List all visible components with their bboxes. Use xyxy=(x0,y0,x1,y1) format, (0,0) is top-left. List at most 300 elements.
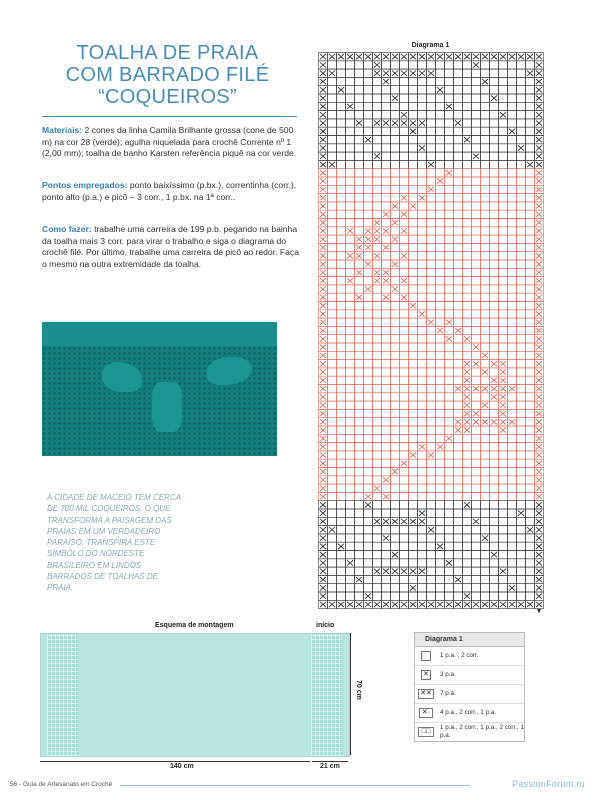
chart-cell xyxy=(337,260,346,268)
towel-fabric-band xyxy=(42,322,277,346)
chart-cell xyxy=(499,476,508,484)
chart-cell xyxy=(337,509,346,517)
chart-cell xyxy=(445,567,454,575)
chart-cell xyxy=(445,219,454,227)
towel-left-border xyxy=(47,634,79,756)
chart-block-mark xyxy=(410,203,416,208)
chart-cell xyxy=(499,526,508,534)
chart-block-mark xyxy=(491,54,497,59)
chart-cell xyxy=(391,310,400,318)
chart-cell xyxy=(427,219,436,227)
chart-cell xyxy=(427,119,436,127)
legend-row xyxy=(415,685,524,704)
chart-cell xyxy=(328,509,337,517)
chart-cell xyxy=(499,94,508,102)
chart-block-mark xyxy=(464,137,470,142)
chart-block-mark xyxy=(320,378,326,383)
chart-cell xyxy=(481,542,490,550)
chart-block-mark xyxy=(536,494,542,499)
chart-cell xyxy=(418,94,427,102)
chart-block-mark xyxy=(536,444,542,449)
chart-cell xyxy=(481,335,490,343)
chart-cell xyxy=(364,376,373,384)
chart-cell xyxy=(490,476,499,484)
chart-block-mark xyxy=(536,112,542,117)
chart-cell xyxy=(364,360,373,368)
chart-cell xyxy=(526,542,535,550)
chart-block-mark xyxy=(320,386,326,391)
chart-block-mark xyxy=(536,195,542,200)
chart-block-mark xyxy=(464,336,470,341)
chart-cell xyxy=(337,351,346,359)
chart-cell xyxy=(373,492,382,500)
chart-cell xyxy=(337,202,346,210)
chart-cell xyxy=(418,160,427,168)
chart-cell xyxy=(400,360,409,368)
chart-cell xyxy=(337,584,346,592)
chart-block-mark xyxy=(455,386,461,391)
chart-cell xyxy=(481,509,490,517)
chart-cell xyxy=(436,102,445,110)
chart-block-mark xyxy=(419,519,425,524)
chart-block-mark xyxy=(527,602,533,607)
chart-block-mark xyxy=(482,419,488,424)
chart-cell xyxy=(472,592,481,600)
chart-cell xyxy=(454,252,463,260)
chart-cell xyxy=(526,326,535,334)
chart-cell xyxy=(463,484,472,492)
chart-block-mark xyxy=(536,270,542,275)
chart-cell xyxy=(409,360,418,368)
chart-cell xyxy=(391,418,400,426)
chart-block-mark xyxy=(536,403,542,408)
chart-cell xyxy=(490,526,499,534)
chart-cell xyxy=(373,542,382,550)
chart-cell xyxy=(481,243,490,251)
chart-cell xyxy=(382,318,391,326)
chart-cell xyxy=(427,260,436,268)
chart-cell xyxy=(418,526,427,534)
chart-cell xyxy=(472,169,481,177)
chart-cell xyxy=(355,343,364,351)
chart-cell xyxy=(436,127,445,135)
chart-cell xyxy=(346,376,355,384)
chart-cell xyxy=(328,343,337,351)
double-mesh-icon: □□ xyxy=(418,727,434,737)
chart-block-mark xyxy=(401,461,407,466)
chart-block-mark xyxy=(491,96,497,101)
chart-block-mark xyxy=(401,120,407,125)
chart-cell xyxy=(472,368,481,376)
chart-cell xyxy=(517,127,526,135)
chart-cell xyxy=(508,302,517,310)
towel-schematic xyxy=(40,633,350,757)
chart-cell xyxy=(481,102,490,110)
chart-cell xyxy=(499,501,508,509)
chart-cell xyxy=(382,194,391,202)
chart-block-mark xyxy=(464,428,470,433)
chart-block-mark xyxy=(320,320,326,325)
chart-cell xyxy=(472,210,481,218)
chart-cell xyxy=(490,202,499,210)
chart-cell xyxy=(472,484,481,492)
chart-cell xyxy=(328,484,337,492)
chart-cell xyxy=(382,542,391,550)
chart-cell xyxy=(454,484,463,492)
chart-cell xyxy=(517,426,526,434)
chart-block-mark xyxy=(437,328,443,333)
chart-block-mark xyxy=(401,295,407,300)
howto-label: Como fazer: xyxy=(42,224,92,234)
chart-block-mark xyxy=(410,602,416,607)
chart-cell xyxy=(472,310,481,318)
chart-cell xyxy=(454,243,463,251)
chart-cell xyxy=(346,111,355,119)
chart-cell xyxy=(409,102,418,110)
chart-cell xyxy=(490,302,499,310)
chart-block-mark xyxy=(446,104,452,109)
chart-cell xyxy=(463,102,472,110)
chart-cell xyxy=(445,526,454,534)
chart-cell xyxy=(364,459,373,467)
chart-block-mark xyxy=(338,602,344,607)
chart-cell xyxy=(364,310,373,318)
chart-cell xyxy=(436,210,445,218)
towel-right-border xyxy=(311,634,343,756)
chart-cell xyxy=(499,575,508,583)
chart-cell xyxy=(364,451,373,459)
chart-block-mark xyxy=(320,594,326,599)
chart-cell xyxy=(355,368,364,376)
chart-block-mark xyxy=(401,602,407,607)
chart-cell xyxy=(391,401,400,409)
chart-cell xyxy=(355,459,364,467)
chart-cell xyxy=(463,326,472,334)
chart-cell xyxy=(382,86,391,94)
chart-cell xyxy=(400,534,409,542)
chart-cell xyxy=(391,210,400,218)
chart-block-mark xyxy=(536,87,542,92)
chart-block-mark xyxy=(509,419,515,424)
chart-cell xyxy=(391,534,400,542)
chart-cell xyxy=(481,310,490,318)
chart-cell xyxy=(499,318,508,326)
height-label: 70 cm xyxy=(355,680,362,700)
chart-cell xyxy=(337,243,346,251)
chart-cell xyxy=(508,426,517,434)
chart-cell xyxy=(391,293,400,301)
chart-cell xyxy=(508,260,517,268)
chart-cell xyxy=(472,542,481,550)
chart-cell xyxy=(346,426,355,434)
chart-cell xyxy=(418,61,427,69)
chart-block-mark xyxy=(356,245,362,250)
chart-cell xyxy=(454,517,463,525)
chart-block-mark xyxy=(347,228,353,233)
chart-cell xyxy=(454,260,463,268)
chart-block-mark xyxy=(446,320,452,325)
chart-cell xyxy=(346,459,355,467)
chart-cell xyxy=(364,219,373,227)
chart-cell xyxy=(490,484,499,492)
block-mesh-icon: ✕· xyxy=(419,708,433,718)
chart-cell xyxy=(364,575,373,583)
chart-block-mark xyxy=(320,71,326,76)
chart-block-mark xyxy=(536,594,542,599)
chart-block-mark xyxy=(536,253,542,258)
chart-cell xyxy=(499,302,508,310)
chart-cell xyxy=(337,592,346,600)
chart-cell xyxy=(526,551,535,559)
chart-cell xyxy=(400,219,409,227)
chart-cell xyxy=(364,368,373,376)
chart-cell xyxy=(436,136,445,144)
chart-cell xyxy=(472,376,481,384)
chart-cell xyxy=(328,185,337,193)
chart-block-mark xyxy=(536,145,542,150)
chart-cell xyxy=(526,443,535,451)
chart-cell xyxy=(400,526,409,534)
chart-cell xyxy=(526,268,535,276)
chart-cell xyxy=(391,584,400,592)
chart-cell xyxy=(337,443,346,451)
chart-cell xyxy=(346,501,355,509)
chart-block-mark xyxy=(365,228,371,233)
chart-block-mark xyxy=(320,527,326,532)
chart-block-mark xyxy=(464,394,470,399)
chart-cell xyxy=(427,302,436,310)
chart-cell xyxy=(418,343,427,351)
chart-block-mark xyxy=(347,278,353,283)
chart-cell xyxy=(346,152,355,160)
chart-cell xyxy=(409,169,418,177)
chart-cell xyxy=(517,202,526,210)
chart-block-mark xyxy=(320,494,326,499)
chart-cell xyxy=(409,77,418,85)
chart-cell xyxy=(382,459,391,467)
chart-block-mark xyxy=(329,527,335,532)
chart-block-mark xyxy=(464,403,470,408)
chart-cell xyxy=(526,517,535,525)
chart-cell xyxy=(517,169,526,177)
chart-cell xyxy=(472,102,481,110)
chart-cell xyxy=(346,584,355,592)
chart-cell xyxy=(472,501,481,509)
chart-cell xyxy=(463,144,472,152)
chart-cell xyxy=(436,426,445,434)
chart-cell xyxy=(409,592,418,600)
chart-cell xyxy=(346,77,355,85)
chart-cell xyxy=(454,559,463,567)
chart-block-mark xyxy=(338,87,344,92)
chart-cell xyxy=(445,542,454,550)
chart-cell xyxy=(418,127,427,135)
chart-cell xyxy=(517,160,526,168)
chart-cell xyxy=(355,592,364,600)
chart-block-mark xyxy=(320,486,326,491)
chart-cell xyxy=(517,451,526,459)
chart-cell xyxy=(328,227,337,235)
chart-cell xyxy=(481,127,490,135)
chart-cell xyxy=(517,526,526,534)
chart-cell xyxy=(445,310,454,318)
chart-block-mark xyxy=(320,87,326,92)
chart-cell xyxy=(364,418,373,426)
chart-cell xyxy=(409,144,418,152)
chart-cell xyxy=(337,94,346,102)
chart-cell xyxy=(436,501,445,509)
chart-block-mark xyxy=(509,54,515,59)
chart-cell xyxy=(472,335,481,343)
chart-cell xyxy=(382,252,391,260)
chart-cell xyxy=(328,194,337,202)
chart-block-mark xyxy=(347,560,353,565)
chart-block-mark xyxy=(419,54,425,59)
chart-cell xyxy=(526,61,535,69)
chart-cell xyxy=(472,69,481,77)
chart-cell xyxy=(526,94,535,102)
chart-cell xyxy=(328,468,337,476)
chart-cell xyxy=(490,567,499,575)
chart-cell xyxy=(427,194,436,202)
chart-block-mark xyxy=(410,569,416,574)
chart-cell xyxy=(346,293,355,301)
chart-cell xyxy=(490,111,499,119)
end-width-line xyxy=(312,761,348,762)
chart-cell xyxy=(427,243,436,251)
chart-block-mark xyxy=(509,585,515,590)
chart-cell xyxy=(436,144,445,152)
chart-cell xyxy=(508,136,517,144)
chart-cell xyxy=(337,418,346,426)
chart-cell xyxy=(409,160,418,168)
chart-cell xyxy=(337,302,346,310)
chart-cell xyxy=(436,509,445,517)
chart-cell xyxy=(445,393,454,401)
chart-block-mark xyxy=(455,328,461,333)
chart-cell xyxy=(436,152,445,160)
chart-cell xyxy=(427,94,436,102)
chart-cell xyxy=(436,368,445,376)
chart-cell xyxy=(499,434,508,442)
chart-cell xyxy=(364,335,373,343)
chart-block-mark xyxy=(428,527,434,532)
chart-cell xyxy=(490,219,499,227)
chart-cell xyxy=(517,368,526,376)
chart-cell xyxy=(490,127,499,135)
chart-block-mark xyxy=(437,444,443,449)
chart-cell xyxy=(355,111,364,119)
chart-cell xyxy=(373,318,382,326)
chart-cell xyxy=(472,202,481,210)
chart-cell xyxy=(517,476,526,484)
chart-cell xyxy=(517,542,526,550)
chart-cell xyxy=(436,243,445,251)
chart-cell xyxy=(427,127,436,135)
chart-block-mark xyxy=(329,162,335,167)
chart-block-mark xyxy=(374,237,380,242)
chart-cell xyxy=(400,501,409,509)
chart-block-mark xyxy=(320,96,326,101)
chart-block-mark xyxy=(491,419,497,424)
chart-cell xyxy=(382,160,391,168)
chart-cell xyxy=(418,484,427,492)
chart-cell xyxy=(427,326,436,334)
chart-block-mark xyxy=(482,602,488,607)
chart-cell xyxy=(472,434,481,442)
chart-cell xyxy=(373,177,382,185)
chart-cell xyxy=(445,227,454,235)
chart-block-mark xyxy=(500,361,506,366)
chart-block-mark xyxy=(455,577,461,582)
chart-cell xyxy=(418,185,427,193)
chart-cell xyxy=(355,351,364,359)
chart-cell xyxy=(364,94,373,102)
chart-cell xyxy=(499,484,508,492)
chart-cell xyxy=(490,534,499,542)
chart-cell xyxy=(409,293,418,301)
chart-cell xyxy=(526,451,535,459)
chart-cell xyxy=(454,285,463,293)
chart-cell xyxy=(364,476,373,484)
chart-cell xyxy=(445,360,454,368)
chart-cell xyxy=(436,343,445,351)
chart-cell xyxy=(382,551,391,559)
chart-cell xyxy=(490,575,499,583)
chart-cell xyxy=(346,144,355,152)
chart-cell xyxy=(427,169,436,177)
chart-cell xyxy=(346,136,355,144)
chart-cell xyxy=(373,302,382,310)
chart-cell xyxy=(346,160,355,168)
chart-cell xyxy=(490,285,499,293)
chart-cell xyxy=(454,144,463,152)
chart-cell xyxy=(526,393,535,401)
chart-cell xyxy=(454,434,463,442)
chart-cell xyxy=(355,144,364,152)
chart-cell xyxy=(490,185,499,193)
chart-cell xyxy=(517,210,526,218)
chart-cell xyxy=(391,509,400,517)
chart-cell xyxy=(463,127,472,135)
chart-cell xyxy=(382,434,391,442)
chart-block-mark xyxy=(383,278,389,283)
chart-cell xyxy=(373,169,382,177)
chart-cell xyxy=(526,592,535,600)
chart-cell xyxy=(454,318,463,326)
chart-cell xyxy=(400,326,409,334)
chart-block-mark xyxy=(320,569,326,574)
chart-cell xyxy=(526,152,535,160)
chart-cell xyxy=(400,127,409,135)
chart-cell xyxy=(508,559,517,567)
chart-cell xyxy=(418,559,427,567)
chart-cell xyxy=(508,501,517,509)
chart-cell xyxy=(409,136,418,144)
chart-cell xyxy=(463,534,472,542)
chart-block-mark xyxy=(482,369,488,374)
chart-cell xyxy=(481,517,490,525)
chart-cell xyxy=(472,144,481,152)
chart-cell xyxy=(418,77,427,85)
chart-cell xyxy=(400,310,409,318)
chart-cell xyxy=(472,177,481,185)
chart-cell xyxy=(454,136,463,144)
chart-cell xyxy=(409,61,418,69)
chart-cell xyxy=(337,335,346,343)
chart-cell xyxy=(508,526,517,534)
chart-cell xyxy=(427,277,436,285)
